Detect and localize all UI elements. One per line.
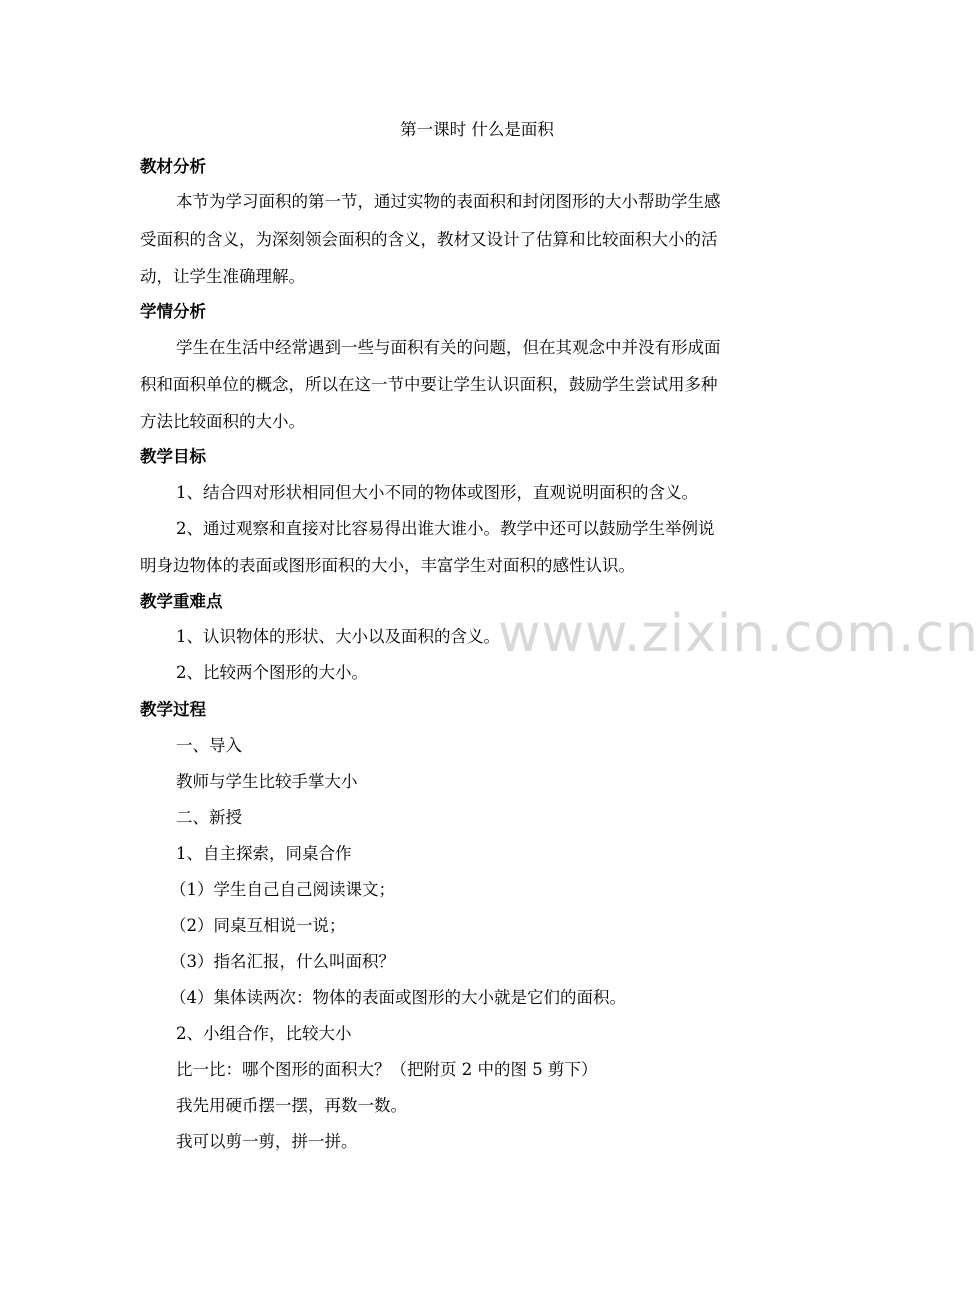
paragraph-line: 方法比较面积的大小。 [140,412,305,431]
paragraph-line: （1）学生自己自己阅读课文； [170,880,395,899]
paragraph-line: 2、比较两个图形的大小。 [176,663,368,682]
paragraph-line: 1、认识物体的形状、大小以及面积的含义。 [176,627,500,646]
watermark: www.zixin.com.cn [498,604,979,664]
paragraph-line: 一、导入 [176,736,242,755]
paragraph-line [176,190,780,214]
paragraph-line: 我可以剪一剪，拼一拼。 [176,1132,358,1151]
paragraph-line: 1、结合四对形状相同但大小不同的物体或图形，直观说明面积的含义。 [176,483,698,502]
paragraph-line: （2）同桌互相说一说； [170,916,346,935]
paragraph-line: 二、新授 [176,808,242,827]
section-heading-key-points: 教学重难点 [140,592,223,611]
section-heading-student-analysis: 学情分析 [140,302,206,321]
section-heading-textbook-analysis: 教材分析 [140,157,206,176]
paragraph-line: 2、小组合作，比较大小 [176,1024,352,1043]
page-title: 第一课时 什么是面积 [400,120,554,139]
paragraph-line: 我先用硬币摆一摆，再数一数。 [176,1096,407,1115]
paragraph-line: （4）集体读两次：物体的表面或图形的大小就是它们的面积。 [170,988,626,1007]
paragraph-line: 2、通过观察和直接对比容易得出谁大谁小。教学中还可以鼓励学生举例说 [176,519,715,538]
section-heading-teaching-goals: 教学目标 [140,447,206,466]
paragraph-line: 动，让学生准确理解。 [140,267,305,286]
paragraph-line: 教师与学生比较手掌大小 [176,772,358,791]
section-heading-teaching-process: 教学过程 [140,700,206,719]
paragraph-line: 积和面积单位的概念，所以在这一节中要让学生认识面积，鼓励学生尝试用多种 [140,375,718,394]
paragraph-line: （3）指名汇报，什么叫面积？ [170,952,395,971]
paragraph-line: 比一比：哪个图形的面积大？（把附页 2 中的图 5 剪下） [176,1060,598,1079]
paragraph-line-text: 本节为学习面积的第一节，通过实物的表面积和封闭图形的大小帮助学生感 [176,192,721,211]
paragraph-line: 1、自主探索，同桌合作 [176,844,352,863]
paragraph-line: 受面积的含义，为深刻领会面积的含义，教材又设计了估算和比较面积大小的活 [140,230,718,249]
paragraph-line: 学生在生活中经常遇到一些与面积有关的问题，但在其观念中并没有形成面 [176,338,721,357]
paragraph-line: 明身边物体的表面或图形面积的大小，丰富学生对面积的感性认识。 [140,556,635,575]
